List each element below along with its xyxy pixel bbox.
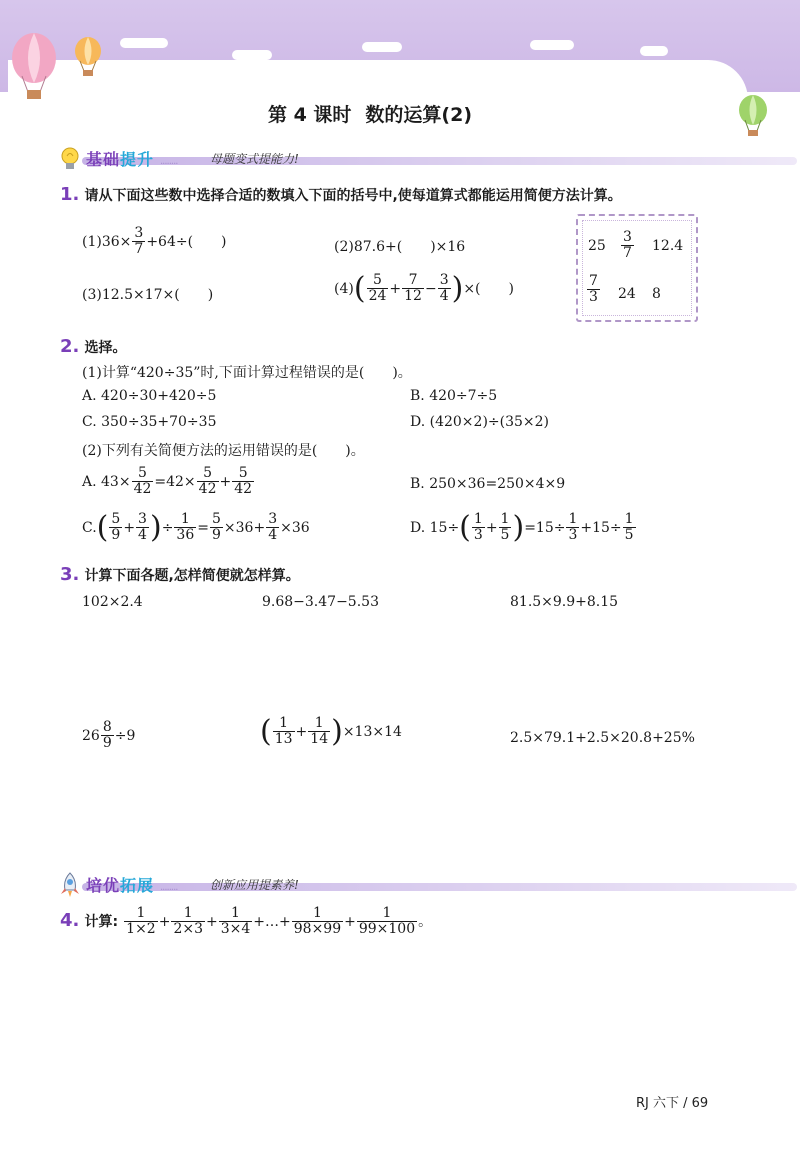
numerator: 1 — [183, 905, 193, 921]
fraction — [136, 512, 149, 544]
question-number: 4. — [60, 909, 80, 931]
numerator: 3 — [134, 225, 144, 241]
lesson-topic: 数的运算(2) — [365, 104, 473, 126]
numerator: 1 — [279, 715, 289, 731]
operator: + — [295, 723, 308, 740]
question-text: 请从下面这些数中选择合适的数填入下面的括号中,使每道算式都能运用简便方法计算。 — [84, 188, 622, 204]
paren-open: ( — [96, 509, 109, 545]
denominator: 3 — [589, 289, 598, 306]
q2-sub-2: (2)下列有关简便方法的运用错误的是( )。 — [82, 443, 365, 459]
section-header-basic — [58, 146, 798, 172]
operator: + — [158, 913, 171, 930]
page-footer: RJ 六下 / 69 — [636, 1096, 709, 1111]
denominator: 12 — [404, 288, 422, 305]
expr-text: (1)36× — [82, 233, 132, 250]
operator: + — [344, 913, 356, 930]
section-label-part-b: 提升 — [120, 150, 155, 169]
numerator: 3 — [623, 229, 632, 245]
fraction — [357, 906, 417, 938]
question-number: 1. — [60, 184, 80, 205]
choice-number: 25 — [588, 238, 606, 254]
expr-text: ×36+ — [223, 519, 266, 536]
expr-text: ×( ) — [463, 280, 514, 297]
cloud-decoration — [362, 42, 402, 52]
numerator: 1 — [136, 905, 146, 921]
denominator: 36 — [176, 527, 195, 544]
paren-open: ( — [260, 713, 272, 749]
numerator: 7 — [589, 273, 598, 289]
question-text: 计算下面各题,怎样简便就怎样算。 — [84, 568, 300, 584]
fraction — [197, 466, 219, 498]
whole-part: 26 — [82, 727, 100, 744]
balloon-orange-icon — [72, 36, 104, 78]
balloon-green-icon — [736, 94, 770, 140]
q2-1-option-c: C. 350÷35+70÷35 — [82, 414, 217, 430]
expr-text: ×36 — [280, 519, 310, 536]
expr-text: =42× — [154, 473, 196, 490]
choice-number: 24 — [618, 286, 636, 302]
fraction — [402, 273, 424, 305]
rocket-icon — [58, 872, 82, 898]
denominator: 98×99 — [293, 921, 342, 938]
denominator: 14 — [310, 731, 329, 748]
denominator: 4 — [268, 527, 278, 544]
operator: + — [389, 280, 402, 297]
q1-item-4 — [334, 270, 514, 306]
question-1-prompt — [60, 184, 622, 205]
operator: + — [485, 519, 498, 536]
fraction — [132, 226, 145, 258]
denominator: 3 — [568, 527, 578, 544]
fraction — [438, 273, 451, 305]
fraction — [109, 512, 122, 544]
section-label-part-b: 拓展 — [120, 876, 155, 895]
section-label — [86, 147, 154, 170]
numerator: 5 — [203, 465, 213, 481]
fraction — [174, 512, 196, 544]
numerator: 5 — [373, 272, 382, 288]
fraction — [472, 512, 485, 544]
fraction — [124, 906, 158, 938]
lightbulb-icon — [58, 146, 82, 172]
denominator: 9 — [111, 527, 121, 544]
balloon-pink-icon — [8, 32, 60, 102]
fraction — [171, 906, 205, 938]
numerator: 1 — [473, 511, 483, 527]
expr-text: A. 43× — [82, 473, 131, 490]
fraction — [623, 512, 636, 544]
denominator: 13 — [274, 731, 293, 748]
denominator: 42 — [198, 481, 217, 498]
section-bar — [82, 883, 797, 891]
denominator: 1×2 — [126, 921, 156, 938]
section-label — [86, 873, 154, 896]
paren-open: ( — [459, 509, 471, 545]
denominator: 9 — [102, 735, 112, 752]
q3-expr-2: 9.68−3.47−5.53 — [262, 594, 379, 610]
operator: + — [206, 913, 218, 930]
numerator: 1 — [231, 905, 240, 921]
operator: + — [123, 519, 136, 536]
paren-close: ) — [331, 713, 343, 749]
section-bar — [82, 157, 797, 165]
fraction — [273, 716, 295, 748]
fraction — [266, 512, 279, 544]
numerator: 8 — [102, 719, 112, 735]
section-subtitle: 创新应用提素养! — [210, 878, 299, 892]
fraction — [566, 512, 579, 544]
question-text: 选择。 — [84, 340, 127, 356]
q2-1-option-d: D. (420×2)÷(35×2) — [410, 414, 550, 430]
numerator: 1 — [500, 511, 510, 527]
cloud-decoration — [530, 40, 574, 50]
q2-1-option-b: B. 420÷7÷5 — [410, 388, 498, 404]
numerator: 3 — [138, 511, 147, 527]
q2-sub-1: (1)计算“420÷35”时,下面计算过程错误的是( )。 — [82, 365, 412, 381]
choice-number: 12.4 — [652, 238, 684, 254]
numerator: 3 — [268, 511, 278, 527]
choice-number: 8 — [652, 286, 661, 302]
numerator: 5 — [138, 465, 147, 481]
paren-close: ) — [512, 509, 525, 545]
denominator: 24 — [368, 288, 387, 305]
denominator: 9 — [211, 527, 221, 544]
q1-item-3: (3)12.5×17×( ) — [82, 287, 214, 303]
section-label-part-a: 培优 — [86, 876, 121, 895]
operator: ÷ — [161, 519, 174, 536]
lesson-number: 第 4 课时 — [267, 104, 352, 126]
expr-text: ÷9 — [114, 727, 136, 744]
section-dots: ........ — [160, 156, 178, 167]
fraction — [308, 716, 330, 748]
denominator: 99×100 — [358, 921, 416, 938]
paren-open: ( — [353, 270, 366, 306]
period: 。 — [418, 913, 433, 930]
numerator: 1 — [382, 905, 392, 921]
number-choice-box — [576, 214, 698, 322]
numerator: 1 — [180, 511, 190, 527]
q3-expr-4 — [82, 720, 135, 752]
section-label-part-a: 基础 — [86, 150, 121, 169]
section-header-advanced — [58, 872, 798, 898]
section-dots: ........ — [160, 882, 178, 893]
choice-fraction — [621, 230, 634, 262]
series-expression — [123, 905, 433, 938]
fraction — [101, 720, 114, 752]
section-subtitle: 母题变式提能力! — [210, 152, 299, 166]
denominator: 3 — [473, 527, 483, 544]
denominator: 4 — [138, 527, 147, 544]
q3-expr-3: 81.5×9.9+8.15 — [510, 594, 619, 610]
question-text: 计算: — [84, 913, 119, 930]
paren-close: ) — [149, 509, 162, 545]
fraction — [132, 466, 154, 498]
numerator: 1 — [314, 715, 324, 731]
question-number: 2. — [60, 336, 80, 357]
denominator: 2×3 — [173, 921, 203, 938]
numerator: 3 — [439, 272, 449, 288]
denominator: 42 — [234, 481, 253, 498]
numerator: 5 — [211, 511, 221, 527]
denominator: 5 — [624, 527, 634, 544]
q2-2-option-c — [82, 509, 310, 545]
expr-text: (4) — [334, 280, 354, 297]
expr-text: +15÷ — [580, 519, 622, 536]
denominator: 3×4 — [220, 921, 251, 938]
q1-item-1 — [82, 226, 227, 258]
cloud-decoration — [232, 50, 272, 60]
q2-2-option-d — [410, 509, 637, 545]
operator: + — [219, 473, 232, 490]
numerator: 7 — [408, 272, 418, 288]
fraction — [219, 906, 253, 938]
denominator: 7 — [623, 245, 632, 262]
question-4 — [60, 906, 432, 938]
q3-expr-1: 102×2.4 — [82, 594, 143, 610]
q1-item-2: (2)87.6+( )×16 — [334, 239, 466, 255]
numerator: 5 — [238, 465, 248, 481]
choice-fraction — [587, 274, 600, 306]
fraction — [210, 512, 223, 544]
cloud-decoration — [120, 38, 168, 48]
operator: = — [197, 519, 209, 536]
fraction — [499, 512, 512, 544]
q3-expr-5 — [260, 713, 402, 749]
q2-2-option-a — [82, 466, 255, 498]
numerator: 1 — [624, 511, 634, 527]
question-2-prompt — [60, 336, 126, 357]
ellipsis-operator: +…+ — [253, 913, 291, 930]
fraction — [232, 466, 254, 498]
q2-2-option-b: B. 250×36=250×4×9 — [410, 476, 566, 492]
expr-text: ×13×14 — [342, 723, 402, 740]
numerator: 1 — [568, 511, 578, 527]
expr-text: C. — [82, 519, 97, 536]
operator: − — [424, 280, 437, 297]
cloud-decoration — [640, 46, 668, 56]
paren-close: ) — [451, 270, 464, 306]
denominator: 7 — [134, 241, 144, 258]
denominator: 4 — [439, 288, 449, 305]
question-3-prompt — [60, 564, 300, 585]
expr-text: =15÷ — [524, 519, 566, 536]
numerator: 5 — [111, 511, 121, 527]
question-number: 3. — [60, 564, 80, 585]
numerator: 1 — [312, 905, 322, 921]
page-title — [0, 100, 740, 127]
fraction — [367, 273, 389, 305]
q2-1-option-a: A. 420÷30+420÷5 — [82, 388, 217, 404]
q3-expr-6: 2.5×79.1+2.5×20.8+25% — [510, 730, 695, 746]
expr-text: D. 15÷ — [410, 519, 460, 536]
denominator: 42 — [133, 481, 152, 498]
fraction — [292, 906, 343, 938]
denominator: 5 — [500, 527, 510, 544]
expr-text: +64÷( ) — [146, 233, 227, 250]
